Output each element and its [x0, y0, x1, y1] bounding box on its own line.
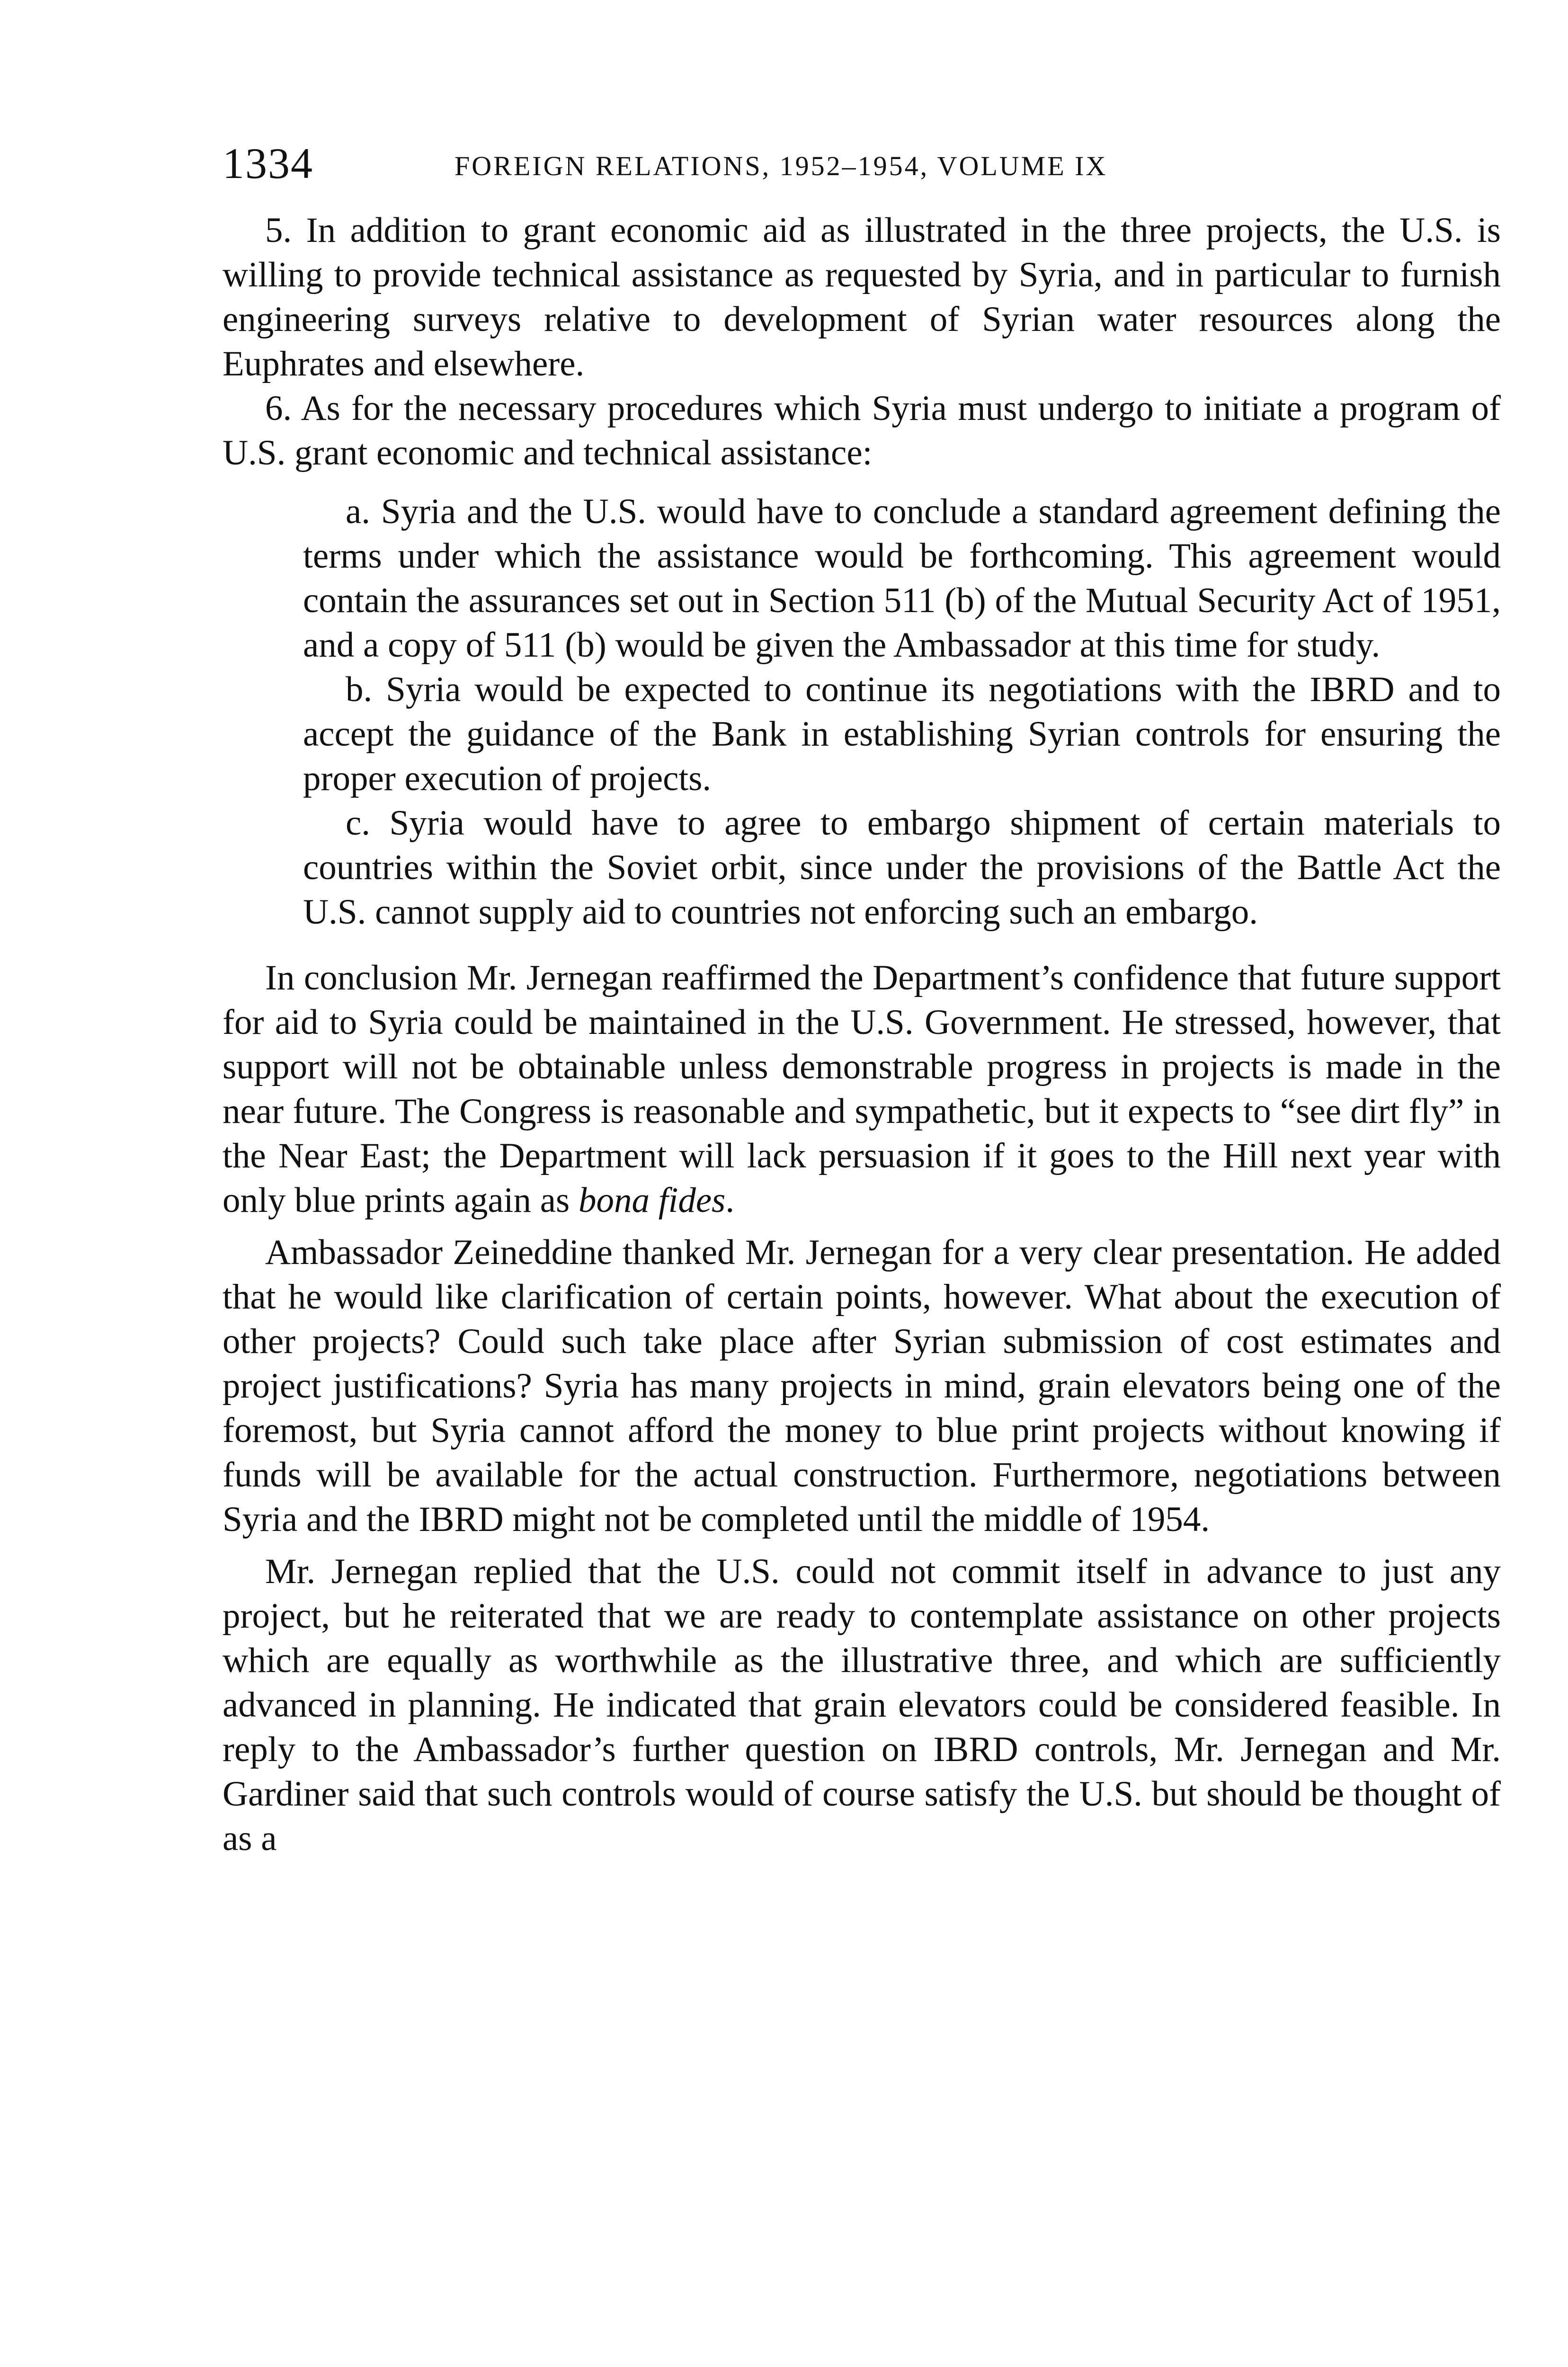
paragraph-conclusion-period: .: [725, 1181, 735, 1220]
page-number: 1334: [223, 139, 313, 187]
list-item-a: a. Syria and the U.S. would have to conclude a standard agreement defining the terms under which the assistance would be forthcoming. This agreement would contain the assurances set out in Section 511 (b) of the Mutual Security Act of 1951, and a copy of 511 (b) would be given the Ambassador at this time for study.: [303, 492, 1501, 665]
paragraph-ambassador: Ambassador Zeineddine thanked Mr. Jernegan for a very clear presentation. He added that he would like clarification of certain points, however. What about the execution of other projects? Could such take place after Syrian submission of cost estimates and project justifications? Syria has many projects in mind, grain elevators being one of the foremost, but Syria cannot afford the money to blue print projects without knowing if funds will be available for the actual construction. Furthermore, negotiations between Syria and the IBRD might not be completed until the middle of 1954.: [223, 1233, 1501, 1539]
paragraph-conclusion-italic: bona fides: [578, 1181, 726, 1220]
list-item-b: b. Syria would be expected to continue its negotiations with the IBRD and to accept the guidance of the Bank in establishing Syrian controls for ensuring the proper execution of projects.: [303, 670, 1501, 798]
paragraph-conclusion-text: In conclusion Mr. Jernegan reaffirmed the Department’s confidence that future support for aid to Syria could be maintained in the U.S. Government. He stressed, however, that support will not be obtainable unless demonstrable progress in projects is made in the near future. The Congress is reasonable and sympathetic, but it expects to “see dirt fly” in the Near East; the Department will lack persuasion if it goes to the Hill next year with only blue prints again as: [223, 958, 1501, 1220]
paragraph-conclusion: [223, 956, 1501, 1223]
numbered-item-5: 5. In addition to grant economic aid as illustrated in the three projects, the U.S. is willing to provide technical assistance as requested by Syria, and in particular to furnish engineering surveys relative to development of Syrian water resources along the Euphrates and elsewhere.: [223, 211, 1501, 383]
page-header: [223, 137, 1501, 189]
paragraph-reply: Mr. Jernegan replied that the U.S. could not commit itself in advance to just any project, but he reiterated that we are ready to contemplate assistance on other projects which are equally as worthwhile as the illustrative three, and which are sufficiently advanced in planning. He indicated that grain elevators could be considered feasible. In reply to the Ambassador’s further question on IBRD controls, Mr. Jernegan and Mr. Gardiner said that such controls would of course satisfy the U.S. but should be thought of as a: [223, 1552, 1501, 1858]
running-head: FOREIGN RELATIONS, 1952–1954, VOLUME IX: [454, 151, 1108, 181]
numbered-item-6: 6. As for the necessary procedures which Syria must undergo to initiate a program of U.S. grant economic and technical assistance:: [223, 389, 1501, 472]
list-item-c: c. Syria would have to agree to embargo shipment of certain materials to countries within the Soviet orbit, since under the provisions of the Battle Act the U.S. cannot supply aid to countries not enforcing such an embargo.: [303, 803, 1501, 932]
document-page: [223, 137, 1501, 1861]
